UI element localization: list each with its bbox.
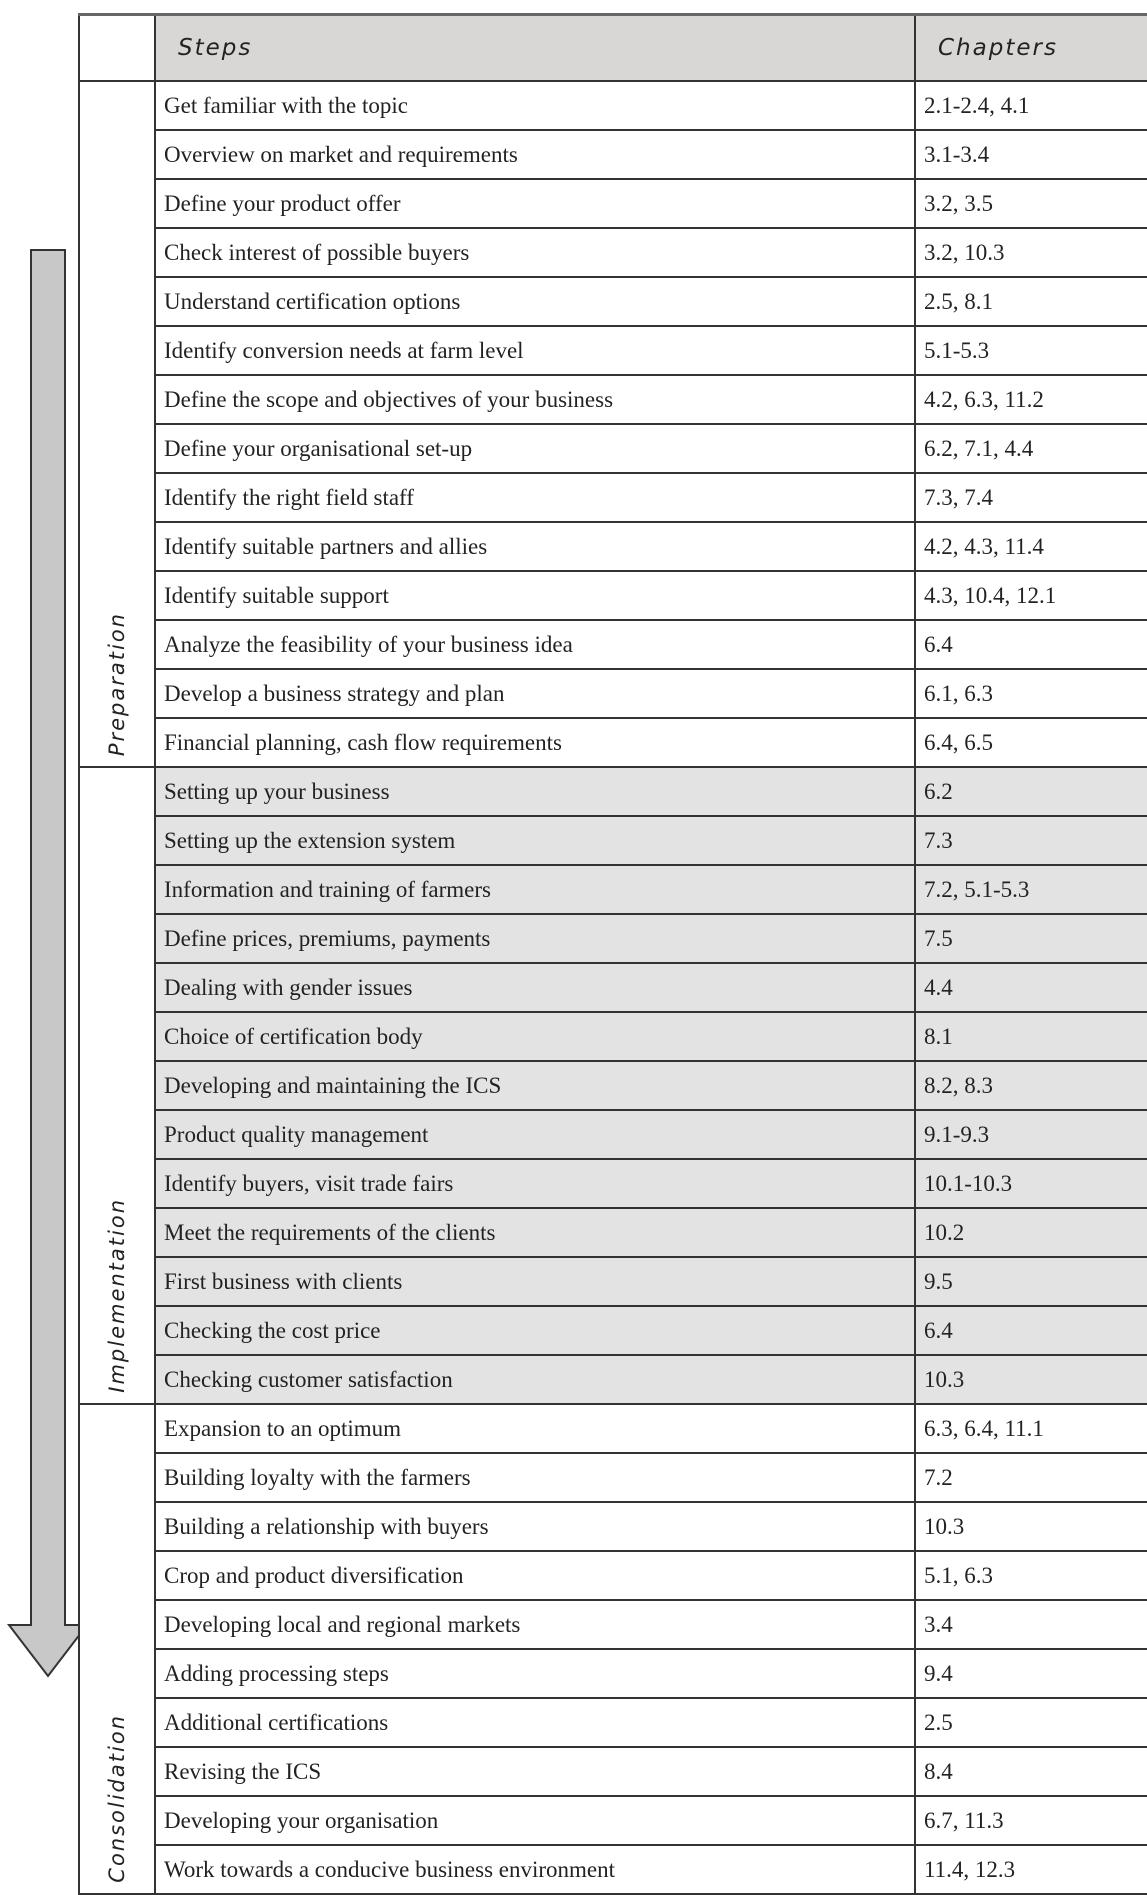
step-cell: Overview on market and requirements <box>155 130 915 179</box>
table-row <box>79 326 1147 375</box>
chapters-cell: 6.1, 6.3 <box>915 669 1147 718</box>
chapters-cell: 8.2, 8.3 <box>915 1061 1147 1110</box>
table-row <box>79 1502 1147 1551</box>
table-row <box>79 620 1147 669</box>
chapters-cell: 2.5 <box>915 1698 1147 1747</box>
table-row <box>79 571 1147 620</box>
table-row <box>79 130 1147 179</box>
step-cell: Work towards a conducive business environment <box>155 1845 915 1894</box>
chapters-cell: 6.4, 6.5 <box>915 718 1147 767</box>
chapters-cell: 9.4 <box>915 1649 1147 1698</box>
table-row <box>79 816 1147 865</box>
table-row <box>79 1600 1147 1649</box>
step-cell: Analyze the feasibility of your business idea <box>155 620 915 669</box>
table-row <box>79 914 1147 963</box>
table-row <box>79 1845 1147 1894</box>
table-row <box>79 375 1147 424</box>
step-cell: Additional certifications <box>155 1698 915 1747</box>
step-cell: Financial planning, cash flow requirements <box>155 718 915 767</box>
table-row <box>79 1012 1147 1061</box>
step-cell: Define the scope and objectives of your business <box>155 375 915 424</box>
phase-cell-consolidation <box>79 1404 155 1894</box>
table-row <box>79 1453 1147 1502</box>
table-row <box>79 1404 1147 1453</box>
table-row <box>79 669 1147 718</box>
chapters-cell: 10.3 <box>915 1502 1147 1551</box>
chapters-cell: 7.5 <box>915 914 1147 963</box>
table-row <box>79 1159 1147 1208</box>
chapters-cell: 3.4 <box>915 1600 1147 1649</box>
table-row <box>79 473 1147 522</box>
step-cell: Crop and product diversification <box>155 1551 915 1600</box>
phase-label: Consolidation <box>105 1714 129 1883</box>
chapters-cell: 10.3 <box>915 1355 1147 1404</box>
step-cell: Developing local and regional markets <box>155 1600 915 1649</box>
table-row <box>79 1306 1147 1355</box>
step-cell: Define prices, premiums, payments <box>155 914 915 963</box>
phase-label: Preparation <box>105 611 129 756</box>
chapters-cell: 6.2 <box>915 767 1147 816</box>
chapters-cell: 7.3, 7.4 <box>915 473 1147 522</box>
chapters-cell: 5.1, 6.3 <box>915 1551 1147 1600</box>
table-row <box>79 1796 1147 1845</box>
step-cell: Get familiar with the topic <box>155 81 915 130</box>
step-cell: Expansion to an optimum <box>155 1404 915 1453</box>
table-row <box>79 1747 1147 1796</box>
table-row <box>79 1551 1147 1600</box>
table-row <box>79 277 1147 326</box>
step-cell: Dealing with gender issues <box>155 963 915 1012</box>
step-cell: Product quality management <box>155 1110 915 1159</box>
table-row <box>79 1061 1147 1110</box>
chapters-header: Chapters <box>915 15 1147 82</box>
chapters-cell: 5.1-5.3 <box>915 326 1147 375</box>
step-cell: Checking the cost price <box>155 1306 915 1355</box>
table-row <box>79 1355 1147 1404</box>
step-cell: Information and training of farmers <box>155 865 915 914</box>
chapters-cell: 9.1-9.3 <box>915 1110 1147 1159</box>
table-row <box>79 718 1147 767</box>
step-cell: Adding processing steps <box>155 1649 915 1698</box>
chapters-cell: 3.1-3.4 <box>915 130 1147 179</box>
chapters-cell: 7.2, 5.1-5.3 <box>915 865 1147 914</box>
step-cell: Define your organisational set-up <box>155 424 915 473</box>
chapters-cell: 9.5 <box>915 1257 1147 1306</box>
chapters-cell: 2.5, 8.1 <box>915 277 1147 326</box>
chapters-cell: 11.4, 12.3 <box>915 1845 1147 1894</box>
chapters-cell: 6.4 <box>915 1306 1147 1355</box>
chapters-cell: 6.7, 11.3 <box>915 1796 1147 1845</box>
table-row <box>79 179 1147 228</box>
chapters-cell: 4.2, 6.3, 11.2 <box>915 375 1147 424</box>
chapters-cell: 4.4 <box>915 963 1147 1012</box>
step-cell: First business with clients <box>155 1257 915 1306</box>
chapters-cell: 10.1-10.3 <box>915 1159 1147 1208</box>
chapters-cell: 7.2 <box>915 1453 1147 1502</box>
step-cell: Building loyalty with the farmers <box>155 1453 915 1502</box>
steps-table <box>78 13 1147 1895</box>
step-cell: Develop a business strategy and plan <box>155 669 915 718</box>
table-row <box>79 1257 1147 1306</box>
table-row <box>79 767 1147 816</box>
step-cell: Checking customer satisfaction <box>155 1355 915 1404</box>
steps-header: Steps <box>155 15 915 82</box>
step-cell: Developing your organisation <box>155 1796 915 1845</box>
table-row <box>79 1110 1147 1159</box>
table-body <box>79 81 1147 1894</box>
step-cell: Identify buyers, visit trade fairs <box>155 1159 915 1208</box>
table-row <box>79 865 1147 914</box>
table-row <box>79 1698 1147 1747</box>
phase-header-cell <box>79 15 155 82</box>
step-cell: Choice of certification body <box>155 1012 915 1061</box>
chapters-cell: 7.3 <box>915 816 1147 865</box>
step-cell: Meet the requirements of the clients <box>155 1208 915 1257</box>
table-header-row <box>79 15 1147 82</box>
phase-cell-preparation <box>79 81 155 767</box>
chapters-cell: 6.2, 7.1, 4.4 <box>915 424 1147 473</box>
step-cell: Check interest of possible buyers <box>155 228 915 277</box>
step-cell: Identify suitable partners and allies <box>155 522 915 571</box>
step-cell: Building a relationship with buyers <box>155 1502 915 1551</box>
step-cell: Identify conversion needs at farm level <box>155 326 915 375</box>
chapters-cell: 3.2, 10.3 <box>915 228 1147 277</box>
step-cell: Setting up your business <box>155 767 915 816</box>
phase-label: Implementation <box>105 1198 129 1393</box>
chapters-cell: 6.3, 6.4, 11.1 <box>915 1404 1147 1453</box>
table-row <box>79 963 1147 1012</box>
chapters-cell: 8.1 <box>915 1012 1147 1061</box>
step-cell: Setting up the extension system <box>155 816 915 865</box>
table-row <box>79 424 1147 473</box>
step-cell: Define your product offer <box>155 179 915 228</box>
chapters-cell: 10.2 <box>915 1208 1147 1257</box>
chapters-cell: 4.2, 4.3, 11.4 <box>915 522 1147 571</box>
step-cell: Understand certification options <box>155 277 915 326</box>
step-cell: Revising the ICS <box>155 1747 915 1796</box>
chapters-cell: 6.4 <box>915 620 1147 669</box>
chapters-cell: 3.2, 3.5 <box>915 179 1147 228</box>
table-row <box>79 228 1147 277</box>
table-row <box>79 1208 1147 1257</box>
step-cell: Identify the right field staff <box>155 473 915 522</box>
chapters-cell: 2.1-2.4, 4.1 <box>915 81 1147 130</box>
chapters-cell: 8.4 <box>915 1747 1147 1796</box>
table-row <box>79 1649 1147 1698</box>
table-row <box>79 81 1147 130</box>
step-cell: Developing and maintaining the ICS <box>155 1061 915 1110</box>
chapters-cell: 4.3, 10.4, 12.1 <box>915 571 1147 620</box>
phase-cell-implementation <box>79 767 155 1404</box>
step-cell: Identify suitable support <box>155 571 915 620</box>
table-row <box>79 522 1147 571</box>
